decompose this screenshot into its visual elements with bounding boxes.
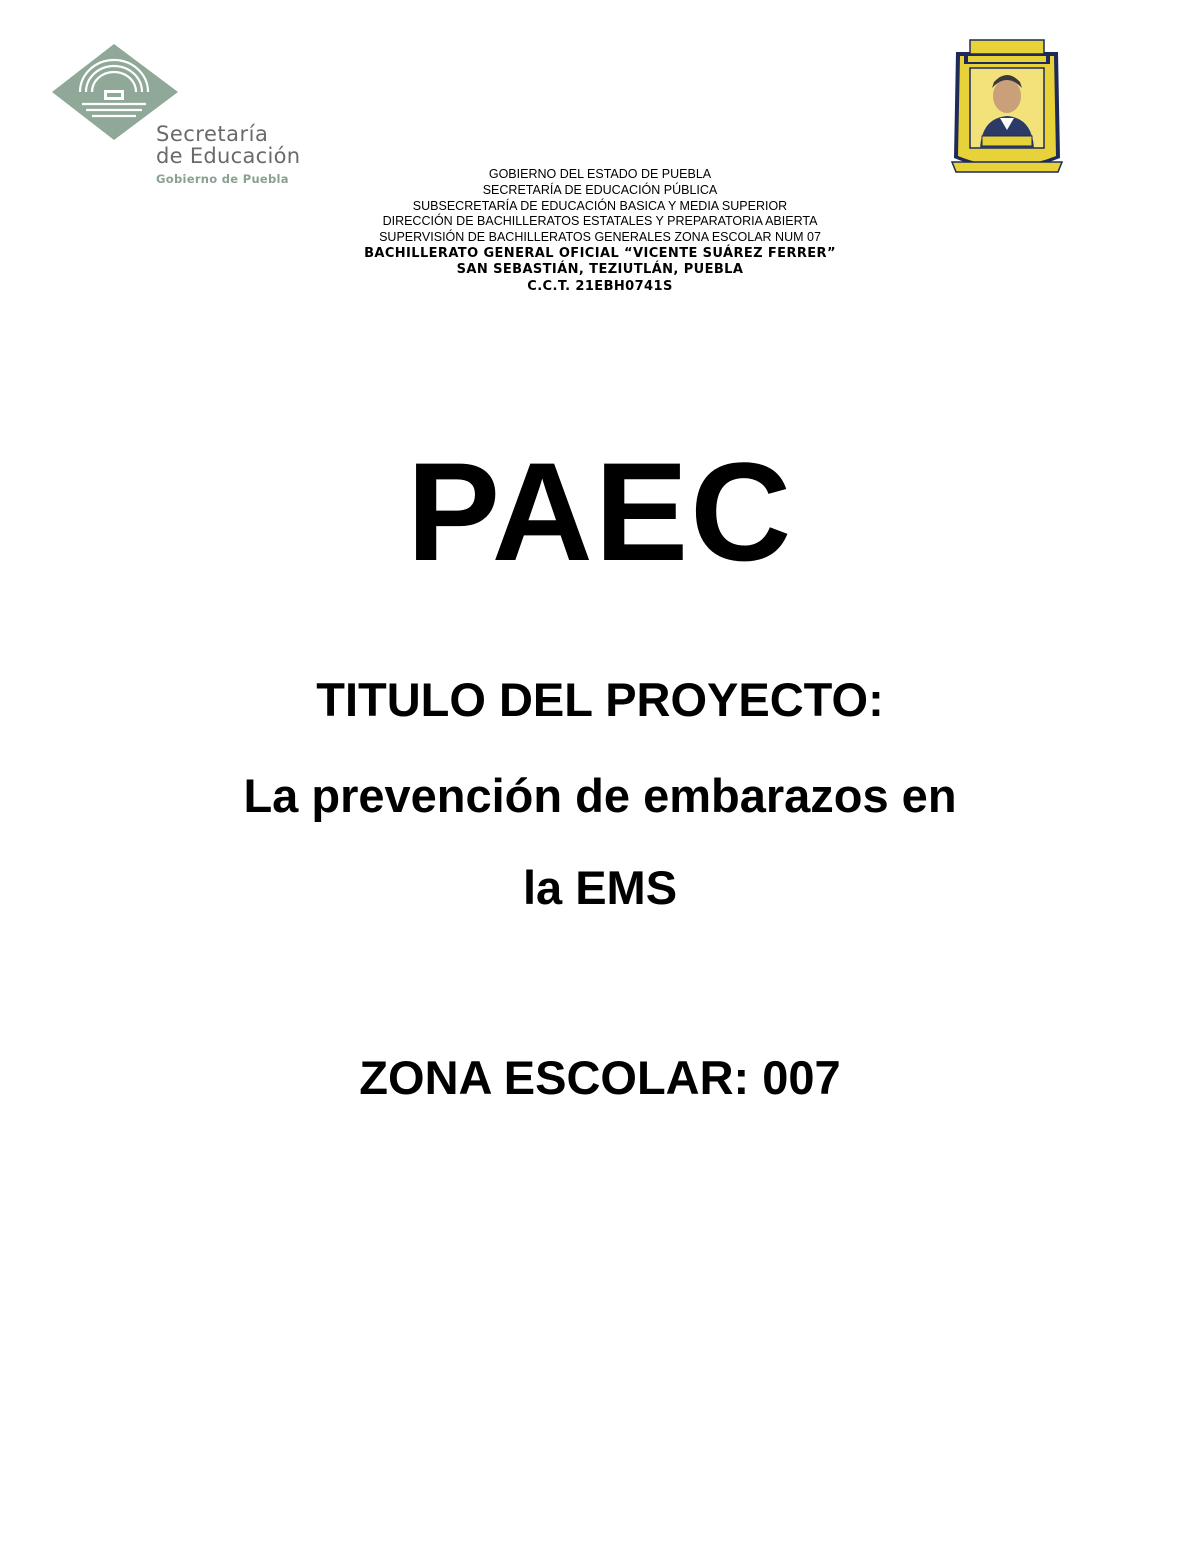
logo-text-secretaria: Secretaría bbox=[156, 122, 269, 146]
header-school-name: BACHILLERATO GENERAL OFICIAL “VICENTE SUÁREZ FERRER” bbox=[364, 245, 836, 261]
project-title-line-1: La prevención de embarazos en bbox=[243, 769, 957, 822]
project-title-line-2: la EMS bbox=[522, 861, 678, 914]
document-title: PAEC bbox=[406, 433, 794, 590]
school-zone: ZONA ESCOLAR: 007 bbox=[359, 1051, 841, 1104]
logo-text-gobierno-puebla: Gobierno de Puebla bbox=[156, 172, 289, 186]
header-line-secretaria: SECRETARÍA DE EDUCACIÓN PÚBLICA bbox=[482, 182, 718, 197]
institution-header bbox=[0, 167, 1200, 295]
project-label: TITULO DEL PROYECTO: bbox=[316, 673, 884, 726]
header-line-subsecretaria: SUBSECRETARÍA DE EDUCACIÓN BASICA Y MEDIA SUPERIOR bbox=[412, 198, 788, 213]
header-line-gobierno: GOBIERNO DEL ESTADO DE PUEBLA bbox=[488, 167, 712, 181]
header-line-supervision: SUPERVISIÓN DE BACHILLERATOS GENERALES ZONA ESCOLAR NUM 07 bbox=[379, 230, 821, 245]
header-school-location: SAN SEBASTIÁN, TEZIUTLÁN, PUEBLA bbox=[456, 262, 744, 278]
school-seal-icon bbox=[948, 38, 1066, 180]
header-school-cct: C.C.T. 21EBH0741S bbox=[527, 278, 673, 294]
logo-text-de-educacion: de Educación bbox=[156, 144, 301, 168]
school-seal bbox=[948, 38, 1066, 180]
header-line-direccion: DIRECCIÓN DE BACHILLERATOS ESTATALES Y PREPARATORIA ABIERTA bbox=[382, 214, 818, 229]
